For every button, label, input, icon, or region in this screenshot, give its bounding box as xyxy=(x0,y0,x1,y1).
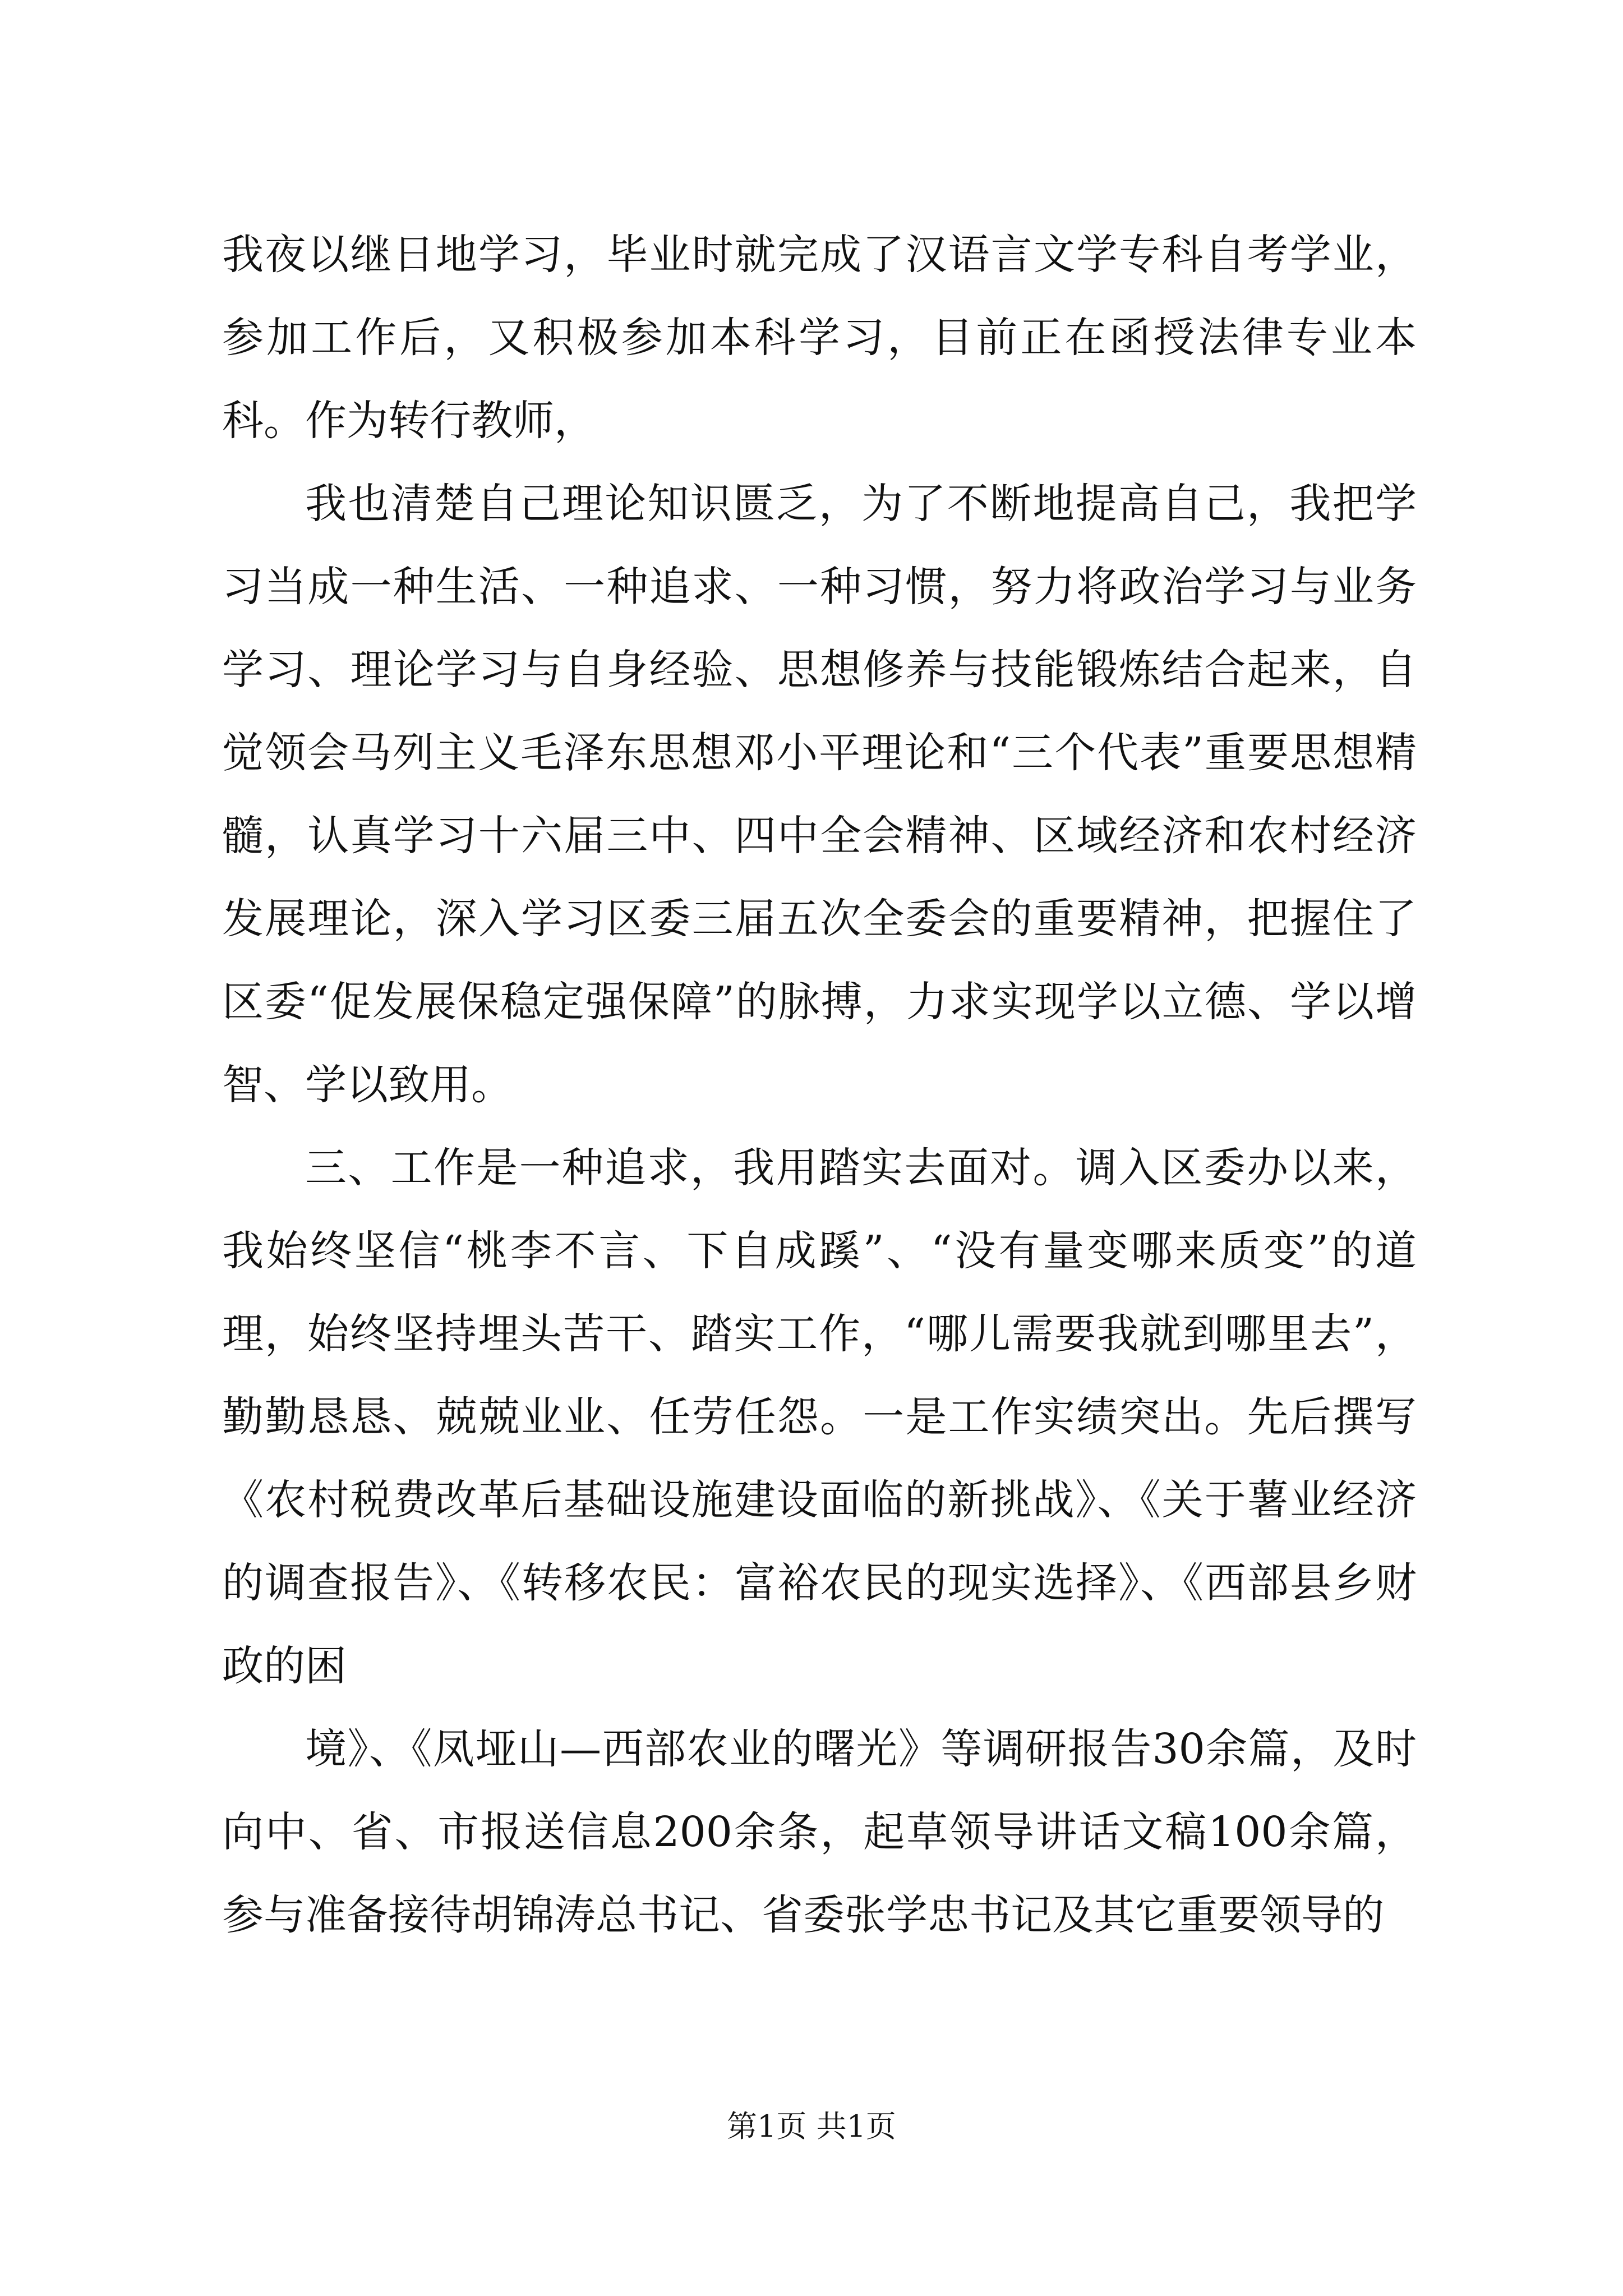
paragraph-4: 境》、《凤垭山—西部农业的曙光》等调研报告30余篇，及时向中、省、市报送信息200余条，起草领导讲话文稿100余篇，参与准备接待胡锦涛总书记、省委张学忠书记及其它重要领导的 xyxy=(222,1725,1417,1939)
document-body xyxy=(222,213,1417,1957)
page-footer xyxy=(0,2107,1623,2146)
paragraph-1: 我夜以继日地学习，毕业时就完成了汉语言文学专科自考学业，参加工作后，又积极参加本科学习，目前正在函授法律专业本科。作为转行教师， xyxy=(222,231,1417,445)
paragraph-3: 三、工作是一种追求，我用踏实去面对。调入区委办以来，我始终坚信“桃李不言、下自成蹊”、“没有量变哪来质变”的道理，始终坚持埋头苦干、踏实工作，“哪儿需要我就到哪里去”，勤勤恳恳、兢兢业业、任劳任怨。一是工作实绩突出。先后撰写《农村税费改革后基础设施建设面临的新挑战》、《关于薯业经济的调查报告》、《转移农民：富裕农民的现实选择》、《西部县乡财政的困 xyxy=(222,1144,1417,1690)
paragraph-2: 我也清楚自己理论知识匮乏，为了不断地提高自己，我把学习当成一种生活、一种追求、一种习惯，努力将政治学习与业务学习、理论学习与自身经验、思想修养与技能锻炼结合起来，自觉领会马列主义毛泽东思想邓小平理论和“三个代表”重要思想精髓，认真学习十六届三中、四中全会精神、区域经济和农村经济发展理论，深入学习区委三届五次全委会的重要精神，把握住了区委“促发展保稳定强保障”的脉搏，力求实现学以立德、学以增智、学以致用。 xyxy=(222,480,1417,1109)
page-number-label: 第1页 共1页 xyxy=(727,2109,896,2144)
